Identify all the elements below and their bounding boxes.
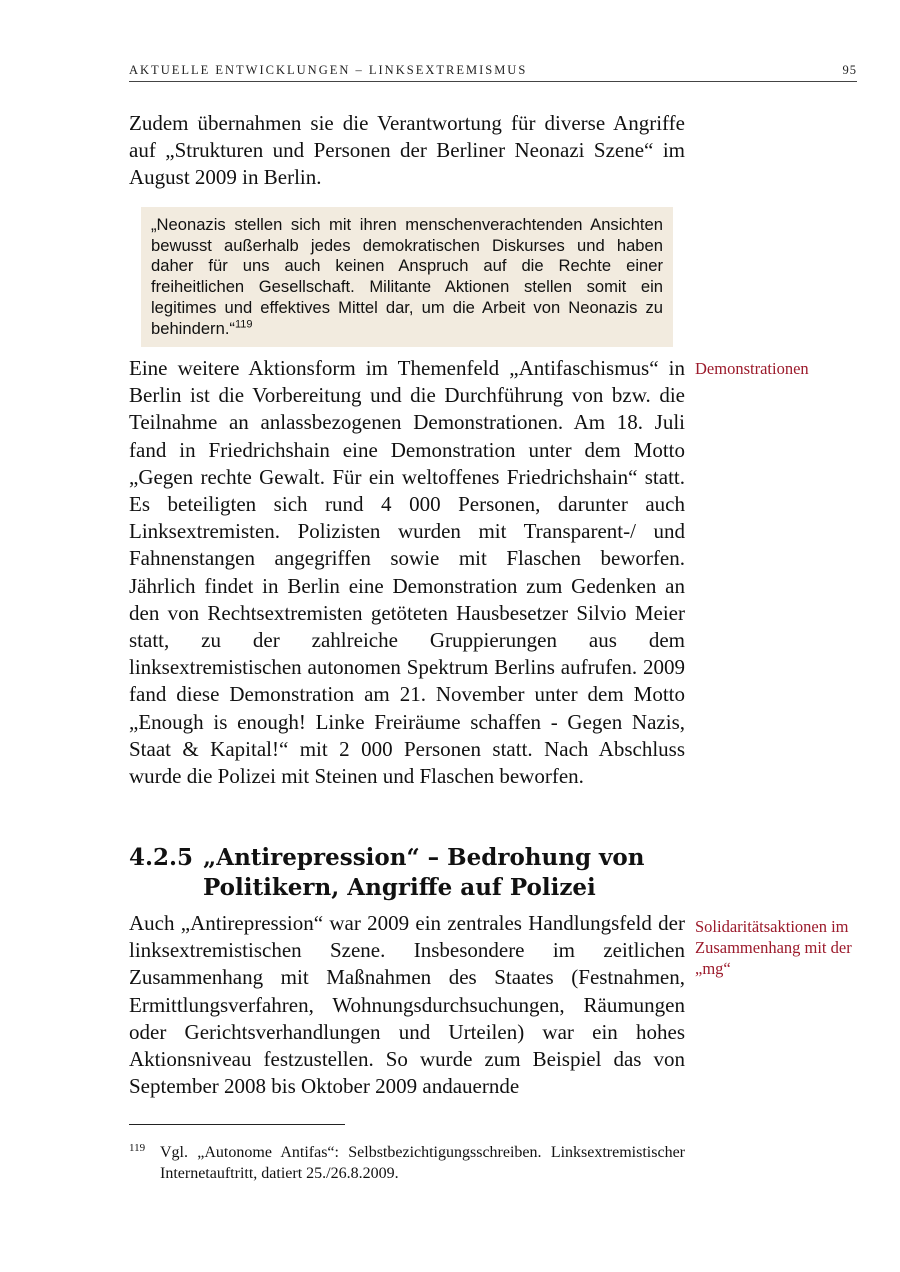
section-number: 4.2.5	[129, 844, 194, 871]
footnote	[129, 1142, 685, 1184]
paragraph-intro: Zudem übernahmen sie die Verantwortung für diverse Angriffe auf „Strukturen und Personen der Berliner Neonazi Szene“ im August 2009 in Berlin.	[129, 111, 685, 190]
paragraph-antirepression: Auch „Antirepression“ war 2009 ein zentrales Handlungsfeld der linksextremistischen Szene. Insbesondere im zeitlichen Zusammenhang mit Maßnahmen des Staates (Festnahmen, Ermittlungsverfahren, Wohnungsdurchsuchungen, Räumungen oder Gerichtsverhandlungen und Urteilen) war ein hohes Aktionsniveau festzustellen. So wurde zum Beispiel das von September 2008 bis Oktober 2009 andauernde	[129, 911, 685, 1099]
page-number: 95	[842, 63, 857, 77]
footnote-divider	[129, 1124, 345, 1125]
section-title: „Antirepression“ – Bedrohung von Politikern, Angriffe auf Polizei	[203, 844, 645, 901]
quote-footnote-ref[interactable]: 119	[234, 317, 253, 330]
paragraph-demonstrations: Eine weitere Aktionsform im Themenfeld „Antifaschismus“ in Berlin ist die Vorbereitung und die Durchführung von bzw. die Teilnahme an anlassbezogenen Demonstrationen. Am 18. Juli fand in Friedrichshain eine Demonstration unter dem Motto „Gegen rechte Gewalt. Für ein weltoffenes Friedrichshain“ statt. Es beteiligten sich rund 4 000 Personen, darunter auch Linksextremisten. Polizisten wurden mit Transparent-/ und Fahnenstangen angegriffen sowie mit Flaschen beworfen. Jährlich findet in Berlin eine Demonstration zum Gedenken an den von Rechtsextremisten getöteten Hausbesetzer Silvio Meier statt, zu der zahlreiche Gruppierungen aus dem linksextremistischen autonomen Spektrum Berlins aufrufen. 2009 fand diese Demonstration am 21. November unter dem Motto „Enough is enough! Linke Freiräume schaffen - Gegen Nazis, Staat & Kapital!“ mit 2 000 Personen statt. Nach Abschluss wurde die Polizei mit Steinen und Flaschen beworfen.	[129, 356, 685, 789]
running-title: AKTUELLE ENTWICKLUNGEN – LINKSEXTREMISMUS	[129, 63, 528, 77]
running-header	[129, 63, 857, 82]
margin-note-demonstrations: Demonstrationen	[695, 359, 809, 378]
margin-note-solidarity: Solidaritätsaktionen im Zusammenhang mit der „mg“	[695, 917, 852, 978]
section-heading	[129, 843, 729, 903]
quote-text: „Neonazis stellen sich mit ihren menschenverachtenden Ansichten bewusst außerhalb jedes demokratischen Diskurses und haben daher für uns auch keinen Anspruch auf die Rechte einer freiheitlichen Gesellschaft. Militante Aktionen stellen somit ein legitimes und effektives Mittel dar, um die Arbeit von Neonazis zu behindern.“	[151, 215, 663, 338]
footnote-text: Vgl. „Autonome Antifas“: Selbstbezichtigungsschreiben. Linksextremistischer Internetauftritt, datiert 25./26.8.2009.	[160, 1144, 685, 1182]
quote-box	[141, 207, 673, 347]
footnote-number: 119	[129, 1142, 146, 1154]
